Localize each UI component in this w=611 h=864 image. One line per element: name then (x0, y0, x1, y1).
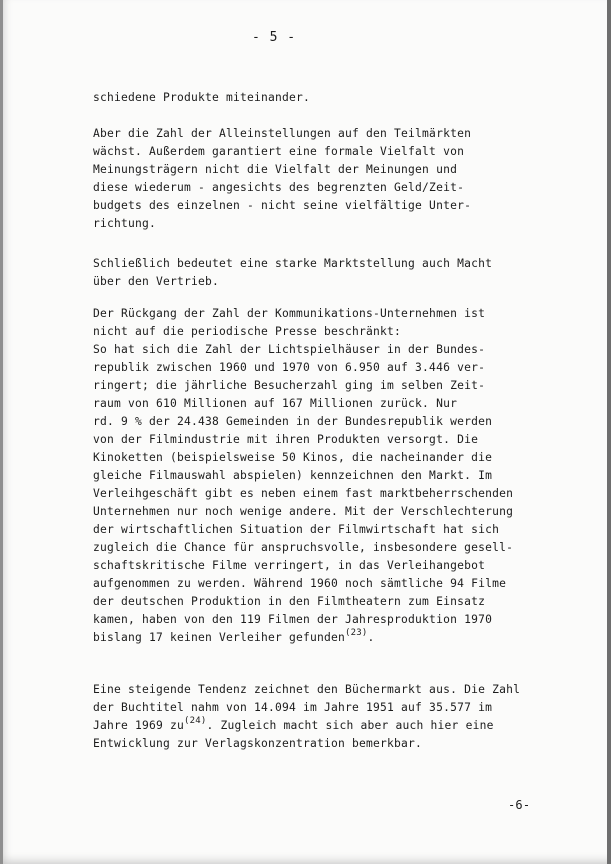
text-line: rd. 9 % der 24.438 Gemeinden in der Bundesrepublik werden (93, 415, 493, 428)
line-tail: . (367, 631, 375, 644)
next-page-marker: -6- (508, 798, 531, 812)
paragraph-5 (93, 681, 563, 753)
text-line: Meinungsträgern nicht die Vielfalt der Meinungen und (93, 163, 458, 176)
text-line: So hat sich die Zahl der Lichtspielhäuser in der Bundes- (93, 343, 486, 356)
text-line: kamen, haben von den 119 Filmen der Jahresproduktion 1970 (93, 613, 493, 626)
text-line: schiedene Produkte miteinander. (93, 91, 311, 104)
text-line: Entwicklung zur Verlagskonzentration bemerkbar. (93, 737, 423, 750)
text-line-with-footnote (93, 717, 563, 735)
text-line: richtung. (93, 217, 157, 230)
text-line: der Buchtitel nahm von 14.094 im Jahre 1951 auf 35.577 im (93, 701, 493, 714)
text-line: Aber die Zahl der Alleinstellungen auf den Teilmärkten (93, 127, 472, 140)
text-line: über den Vertrieb. (93, 275, 220, 288)
text-line: republik zwischen 1960 und 1970 von 6.950 auf 3.446 ver- (93, 361, 486, 374)
text-line: budgets des einzelnen - nicht seine vielfältige Unter- (93, 199, 472, 212)
text-line: gleiche Filmauswahl abspielen) kennzeichnen den Markt. Im (93, 469, 493, 482)
text-line: von der Filmindustrie mit ihren Produkten versorgt. Die (93, 433, 479, 446)
text-line: zugleich die Chance für anspruchsvolle, insbesondere gesell- (93, 541, 514, 554)
text-line: aufgenommen zu werden. Während 1960 noch sämtliche 94 Filme (93, 577, 507, 590)
text-line: Eine steigende Tendenz zeichnet den Büchermarkt aus. Die Zahl (93, 683, 521, 696)
text-line: raum von 610 Millionen auf 167 Millionen zurück. Nur (93, 397, 458, 410)
text-line-with-footnote (93, 629, 563, 647)
text-line: der wirtschaftlichen Situation der Filmwirtschaft hat sich (93, 523, 500, 536)
text-line: schaftskritische Filme verringert, in das Verleihangebot (93, 559, 486, 572)
paragraph-1 (93, 89, 563, 107)
text-line: wächst. Außerdem garantiert eine formale Vielfalt von (93, 145, 465, 158)
text-line: Verleihgeschäft gibt es neben einem fast marktbeherrschenden (93, 487, 514, 500)
text-line: Unternehmen nur noch wenige andere. Mit der Verschlechterung (93, 505, 514, 518)
text-line: ringert; die jährliche Besucherzahl ging im selben Zeit- (93, 379, 486, 392)
paragraph-4 (93, 305, 563, 647)
text-line: der deutschen Produktion in den Filmtheatern zum Einsatz (93, 595, 486, 608)
text-line: Schließlich bedeutet eine starke Marktstellung auch Macht (93, 257, 493, 270)
paragraph-3 (93, 255, 563, 291)
line-text: Jahre 1969 zu (93, 719, 185, 732)
scan-edge-left (0, 0, 3, 864)
line-text: bislang 17 keinen Verleiher gefunden (93, 631, 346, 644)
text-line: nicht auf die periodische Presse beschränkt: (93, 325, 402, 338)
paragraph-2 (93, 125, 563, 233)
text-line: diese wiederum - angesichts des begrenzten Geld/Zeit- (93, 181, 465, 194)
footnote-ref: (23) (345, 628, 368, 638)
footnote-ref: (24) (184, 716, 207, 726)
line-tail: . Zugleich macht sich aber auch hier eine (206, 719, 494, 732)
page-number: - 5 - (252, 30, 297, 45)
text-line: Kinoketten (beispielsweise 50 Kinos, die nacheinander die (93, 451, 493, 464)
text-line: Der Rückgang der Zahl der Kommunikations-Unternehmen ist (93, 307, 486, 320)
scan-edge-right (607, 0, 611, 864)
